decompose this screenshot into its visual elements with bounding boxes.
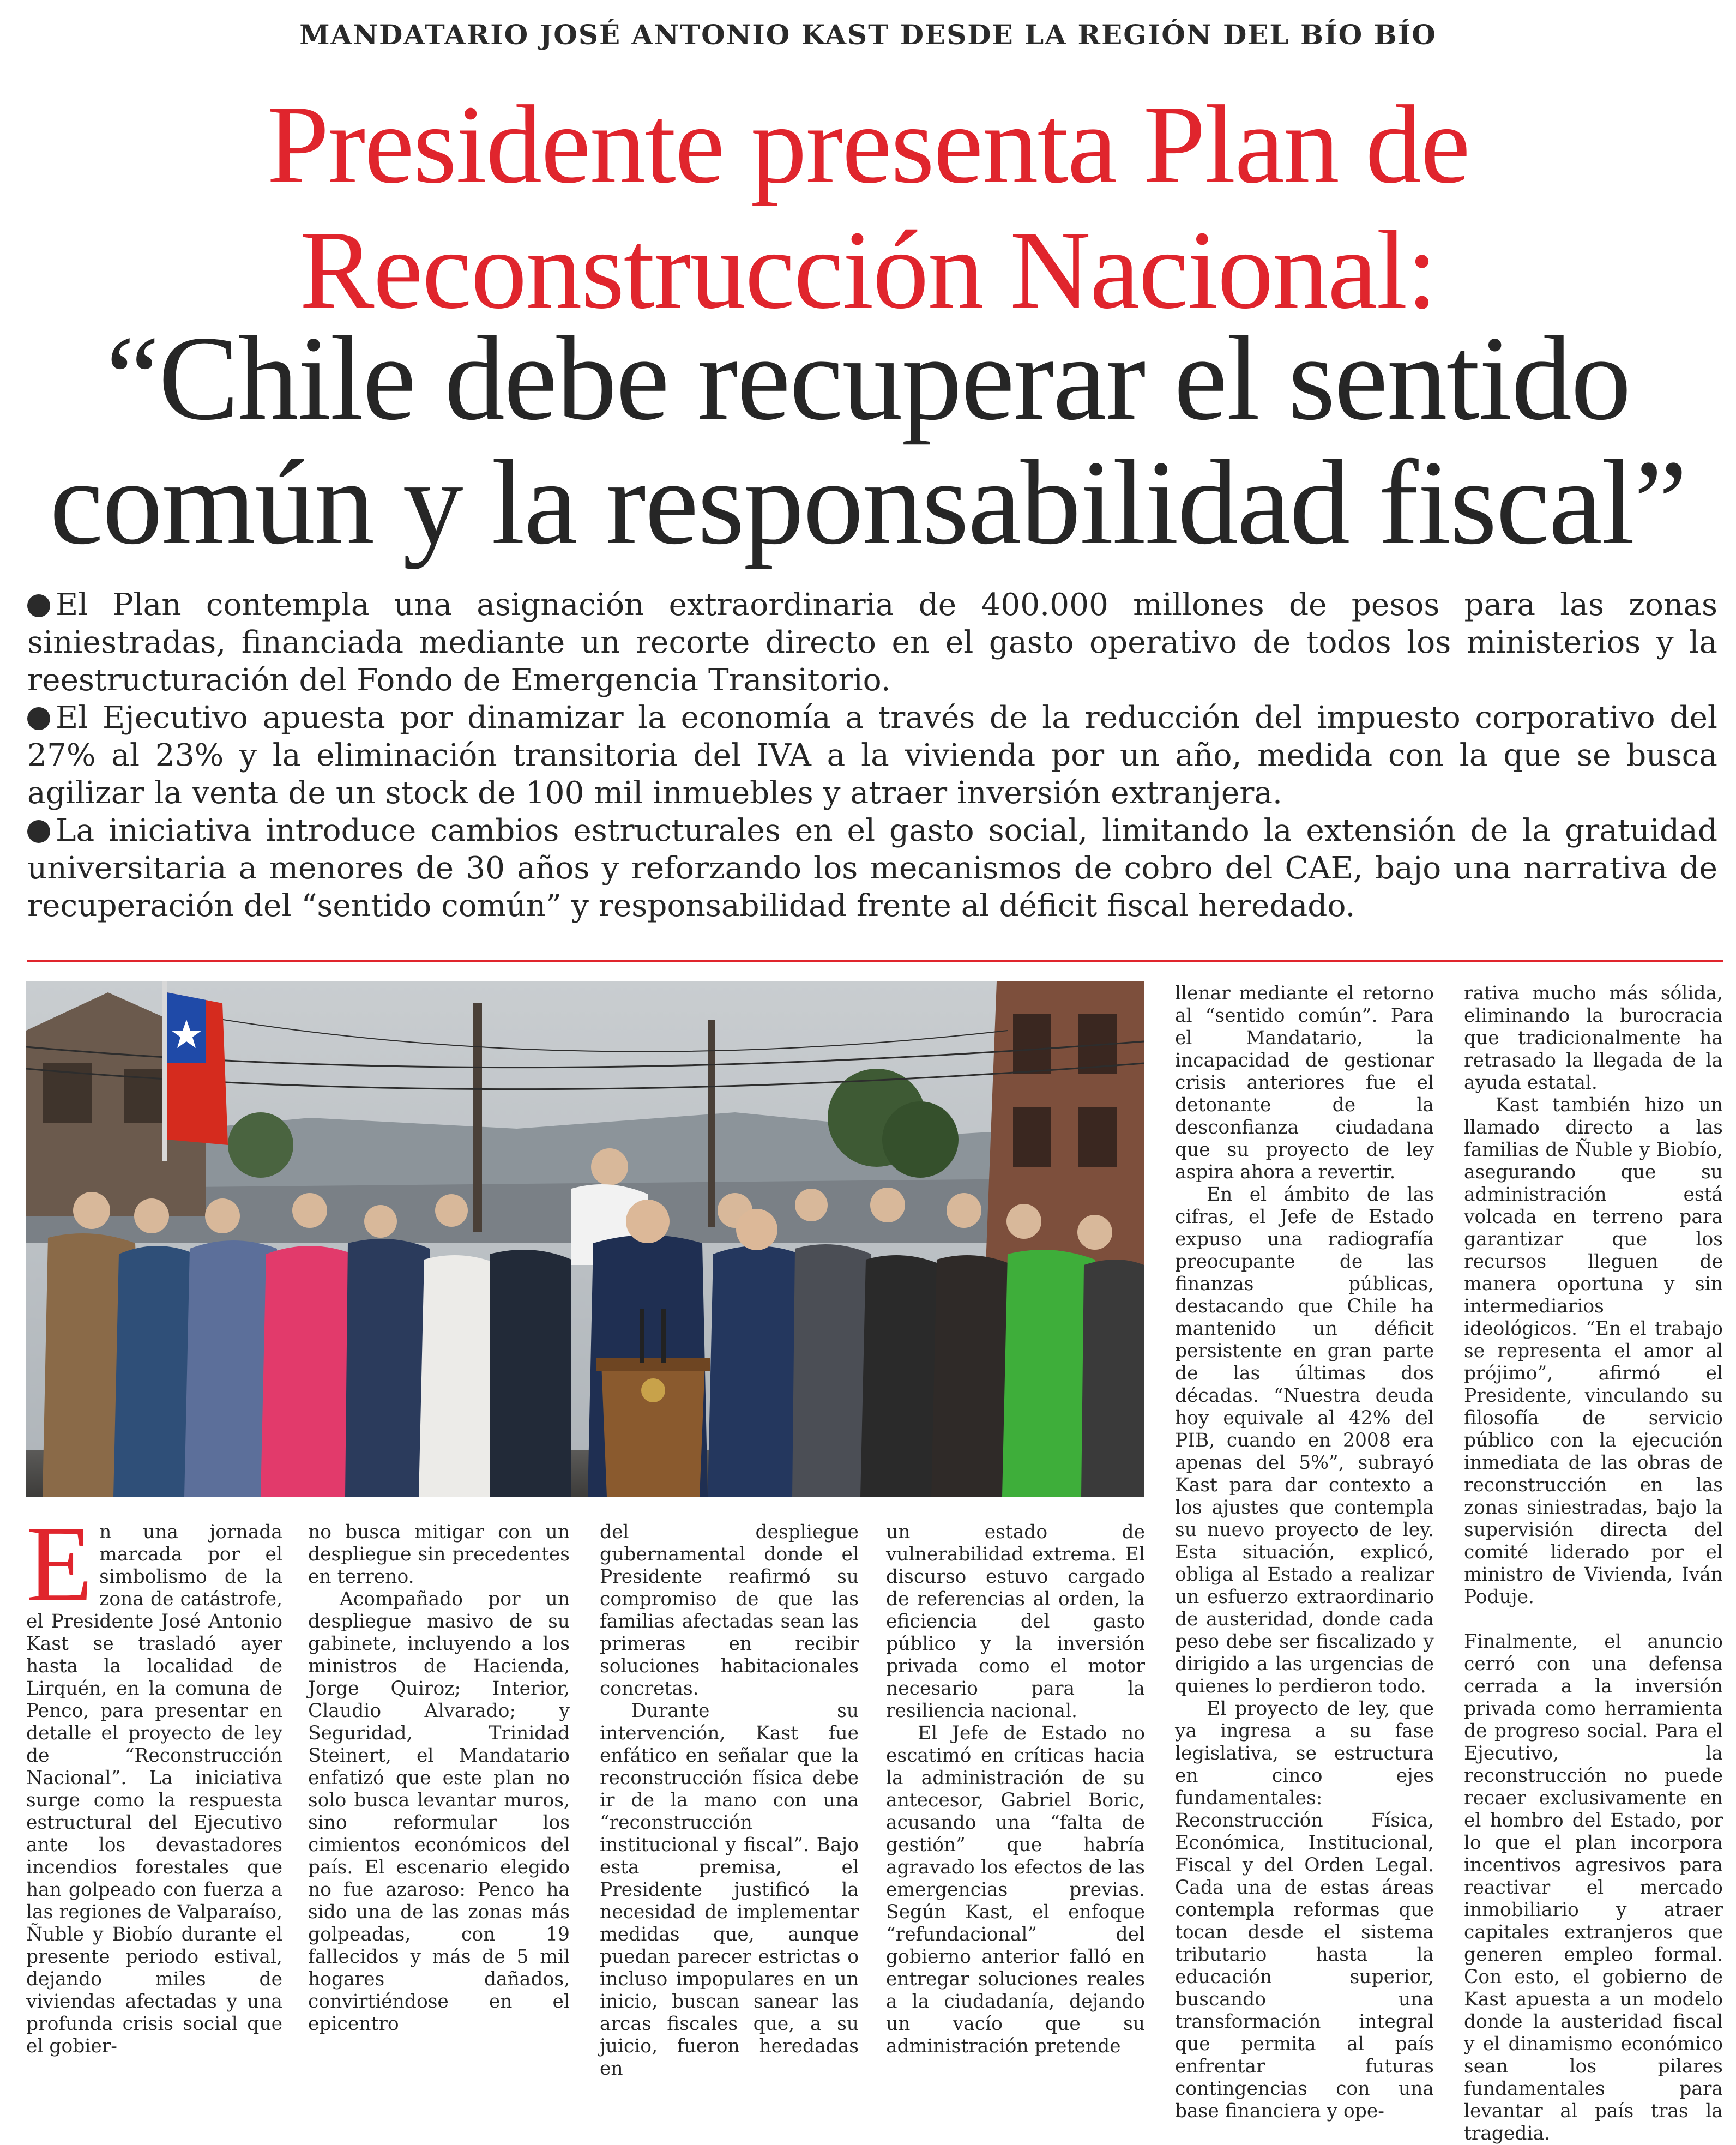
article-paragraph: un estado de vulnerabilidad extrema. El discurso estuvo cargado de referencias al orden, la eficiencia del gasto público y la inversión privada como el motor necesario para la resiliencia nacional. xyxy=(886,1521,1145,1722)
section-divider xyxy=(27,960,1723,962)
article-column-3 xyxy=(600,1521,859,2080)
bullet-icon xyxy=(27,707,50,730)
bullet-text: La iniciativa introduce cambios estructurales en el gasto social, limitando la extensión de la gratuidad universitaria a menores de 30 años y reforzando los mecanismos de cobro del CAE, bajo una narrativa de recuperación del “sentido común” y responsabilidad frente al déficit fiscal heredado. xyxy=(27,813,1717,924)
article-paragraph: Durante su intervención, Kast fue enfático en señalar que la reconstrucción física debe ir de la mano con una “reconstrucción institucional y fiscal”. Bajo esta premisa, el Presidente justificó la necesidad de implementar medidas que, aunque puedan parecer estrictas o incluso impopulares en un inicio, buscan sanear las arcas fiscales que, a su juicio, fueron heredadas en xyxy=(600,1700,859,2080)
summary-bullet xyxy=(27,699,1717,812)
article-paragraph: Kast también hizo un llamado directo a las familias de Ñuble y Biobío, asegurando que su administración está volcada en terreno para garantizar que los recursos lleguen de manera oportuna y sin intermediarios ideológicos. “En el trabajo se representa el amor al prójimo”, afirmó el Presidente, vinculando su filosofía de servicio público con la ejecución inmediata de las obras de reconstrucción en las zonas siniestradas, bajo la supervisión directa del comité liderado por el ministro de Vivienda, Iván Poduje. xyxy=(1464,1094,1723,1608)
headline xyxy=(33,82,1703,333)
article-column-1 xyxy=(26,1504,282,2058)
article-column-6 xyxy=(1464,983,1723,2145)
bullet-icon xyxy=(27,820,50,843)
article-column-2 xyxy=(308,1521,570,2035)
bullet-icon xyxy=(27,594,50,617)
kicker: MANDATARIO JOSÉ ANTONIO KAST DESDE LA REGIÓN DEL BÍO BÍO xyxy=(299,19,1437,51)
drop-cap: E xyxy=(26,1504,93,1624)
article-paragraph: Acompañado por un despliegue masivo de su gabinete, incluyendo a los ministros de Hacienda, Jorge Quiroz; Interior, Claudio Alvarado; y Seguridad, Trinidad Steinert, el Mandatario enfatizó que este plan no solo busca levantar muros, sino reformular los cimientos económicos del país. El escenario elegido no fue azaroso: Penco ha sido una de las zonas más golpeadas, con 19 fallecidos y más de 5 mil hogares dañados, convirtiéndose en el epicentro xyxy=(308,1588,570,2035)
article-paragraph: En el ámbito de las cifras, el Jefe de Estado expuso una radiografía preocupante de las finanzas públicas, destacando que Chile ha mantenido un déficit persistente en gran parte de las últimas dos décadas. “Nuestra deuda hoy equivale al 42% del PIB, cuando en 2008 era apenas del 5%”, subrayó Kast para dar contexto a los ajustes que contempla su nuevo proyecto de ley. Esta situación, explicó, obliga al Estado a realizar un esfuerzo extraordinario de austeridad, donde cada peso debe ser fiscalizado y dirigido a las urgencias de quienes lo perdieron todo. xyxy=(1175,1184,1434,1697)
subheadline-quote xyxy=(22,311,1714,570)
summary-bullet xyxy=(27,586,1717,699)
article-paragraph: rativa mucho más sólida, eliminando la burocracia que tradicionalmente ha retrasado la llegada de la ayuda estatal. xyxy=(1464,983,1723,1094)
headline-line-1: Presidente presenta Plan de xyxy=(267,82,1469,207)
article-column-5 xyxy=(1175,983,1434,2123)
article-paragraph: El proyecto de ley, que ya ingresa a su fase legislativa, se estructura en cinco ejes fundamentales: Reconstrucción Física, Económica, Institucional, Fiscal y del Orden Legal. Cada una de estas áreas contempla reformas que tocan desde el sistema tributario hasta la educación superior, buscando una transformación integral que permita al país enfrentar futuras contingencias con una base financiera y ope- xyxy=(1175,1698,1434,2122)
summary-bullet xyxy=(27,812,1717,925)
article-paragraph: del despliegue gubernamental donde el Presidente reafirmó su compromiso de que las familias afectadas sean las primeras en recibir soluciones habitacionales concretas. xyxy=(600,1521,859,1700)
bullet-text: El Ejecutivo apuesta por dinamizar la economía a través de la reducción del impuesto corporativo del 27% al 23% y la eliminación transitoria del IVA a la vivienda por un año, medida con la que se busca agilizar la venta de un stock de 100 mil inmuebles y atraer inversión extranjera. xyxy=(27,700,1717,811)
subhead-line-2: común y la responsabilidad fiscal” xyxy=(49,436,1687,570)
bullet-text: El Plan contempla una asignación extraordinaria de 400.000 millones de pesos para las zonas siniestradas, financiada mediante un recorte directo en el gasto operativo de todos los ministerios y la reestructuración del Fondo de Emergencia Transitorio. xyxy=(27,587,1717,698)
article-paragraph: no busca mitigar con un despliegue sin precedentes en terreno. xyxy=(308,1521,570,1588)
article-paragraph: llenar mediante el retorno al “sentido común”. Para el Mandatario, la incapacidad de gestionar crisis anteriores fue el detonante de la desconfianza ciudadana que su proyecto de ley aspira ahora a revertir. xyxy=(1175,983,1434,1183)
news-photo xyxy=(26,981,1144,1497)
subhead-line-1: “Chile debe recuperar el sentido xyxy=(106,311,1630,445)
summary-bullets xyxy=(27,586,1717,925)
article-paragraph: El Jefe de Estado no escatimó en críticas hacia la administración de su antecesor, Gabriel Boric, acusando una “falta de gestión” que habría agravado los efectos de las emergencias previas. Según Kast, el enfoque “refundacional” del gobierno anterior falló en entregar soluciones reales a la ciudadanía, dejando un vacío que su administración pretende xyxy=(886,1722,1145,2057)
article-paragraph: En una jornada marcada por el simbolismo de la zona de catástrofe, el Presidente José Antonio Kast se trasladó ayer hasta la localidad de Lirquén, en la comuna de Penco, para presentar en detalle el proyecto de ley de “Reconstrucción Nacional”. La iniciativa surge como la respuesta estructural del Ejecutivo ante los devastadores incendios forestales que han golpeado con fuerza a las regiones de Valparaíso, Ñuble y Biobío durante el presente periodo estival, dejando miles de viviendas afectadas y una profunda crisis social que el gobier- xyxy=(26,1504,282,2057)
article-column-4 xyxy=(886,1521,1145,2058)
article-paragraph: Finalmente, el anuncio cerró con una defensa cerrada a la inversión privada como herramienta de progreso social. Para el Ejecutivo, la reconstrucción no puede recaer exclusivamente en el hombro del Estado, por lo que el plan incorpora incentivos agresivos para reactivar el mercado inmobiliario y atraer capitales extranjeros que generen empleo formal. Con esto, el gobierno de Kast apuesta a un modelo donde la austeridad fiscal y el dinamismo económico sean los pilares fundamentales para levantar al país tras la tragedia. xyxy=(1464,1631,1723,2144)
headline-line-2: Reconstrucción Nacional: xyxy=(299,207,1437,332)
